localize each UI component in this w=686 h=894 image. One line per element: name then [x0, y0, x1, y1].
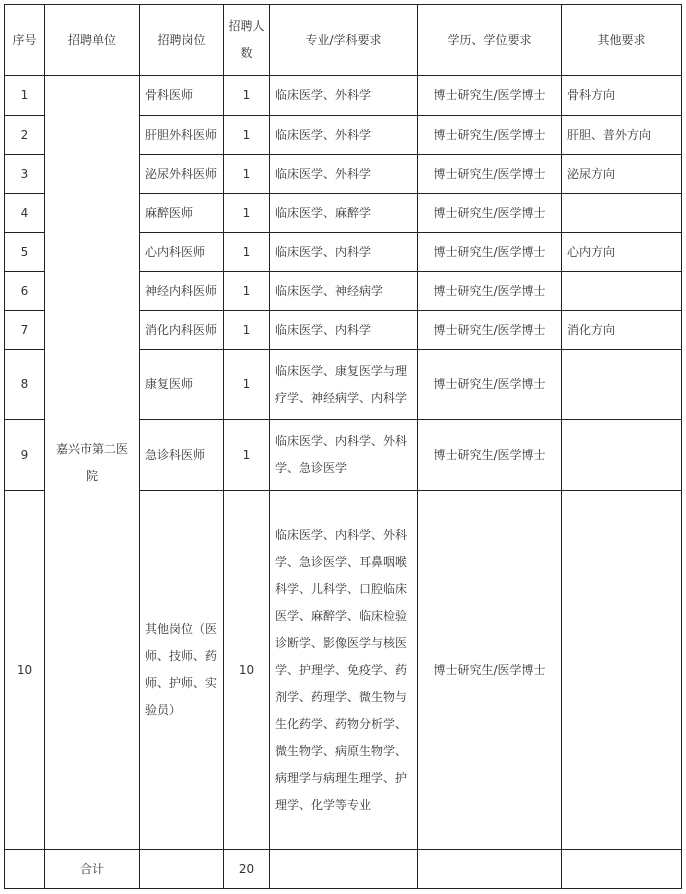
row-degree: 博士研究生/医学博士: [418, 272, 562, 311]
table-row: [5, 76, 682, 116]
row-position: 康复医师: [140, 350, 224, 420]
row-count: 1: [224, 116, 270, 155]
row-other: [562, 491, 682, 850]
row-position: 麻醉医师: [140, 194, 224, 233]
recruiting-unit: 嘉兴市第二医院: [45, 76, 140, 850]
header-seq: 序号: [5, 5, 45, 76]
row-major: 临床医学、神经病学: [270, 272, 418, 311]
header-position: 招聘岗位: [140, 5, 224, 76]
row-degree: 博士研究生/医学博士: [418, 155, 562, 194]
row-position: 心内科医师: [140, 233, 224, 272]
row-degree: 博士研究生/医学博士: [418, 233, 562, 272]
row-count: 1: [224, 350, 270, 420]
total-label: 合计: [45, 850, 140, 889]
row-other: [562, 420, 682, 491]
row-count: 1: [224, 233, 270, 272]
row-degree: 博士研究生/医学博士: [418, 194, 562, 233]
recruitment-table: [4, 4, 682, 889]
row-other: 肝胆、普外方向: [562, 116, 682, 155]
row-other: [562, 350, 682, 420]
total-row: [5, 850, 682, 889]
row-degree: 博士研究生/医学博士: [418, 116, 562, 155]
row-seq: 8: [5, 350, 45, 420]
row-other: [562, 194, 682, 233]
row-position: 肝胆外科医师: [140, 116, 224, 155]
row-position: 泌尿外科医师: [140, 155, 224, 194]
row-degree: 博士研究生/医学博士: [418, 420, 562, 491]
row-major: 临床医学、康复医学与理疗学、神经病学、内科学: [270, 350, 418, 420]
row-count: 1: [224, 155, 270, 194]
row-position: 其他岗位（医师、技师、药师、护师、实验员）: [140, 491, 224, 850]
row-seq: 6: [5, 272, 45, 311]
row-other: 泌尿方向: [562, 155, 682, 194]
row-seq: 10: [5, 491, 45, 850]
row-major: 临床医学、外科学: [270, 76, 418, 116]
row-other: 心内方向: [562, 233, 682, 272]
row-major: 临床医学、内科学: [270, 233, 418, 272]
row-other: 消化方向: [562, 311, 682, 350]
row-count: 1: [224, 194, 270, 233]
header-degree: 学历、学位要求: [418, 5, 562, 76]
header-major: 专业/学科要求: [270, 5, 418, 76]
row-degree: 博士研究生/医学博士: [418, 76, 562, 116]
row-position: 神经内科医师: [140, 272, 224, 311]
total-seq-cell: [5, 850, 45, 889]
row-count: 1: [224, 272, 270, 311]
row-seq: 2: [5, 116, 45, 155]
header-unit: 招聘单位: [45, 5, 140, 76]
row-seq: 4: [5, 194, 45, 233]
row-degree: 博士研究生/医学博士: [418, 350, 562, 420]
total-position-cell: [140, 850, 224, 889]
total-count: 20: [224, 850, 270, 889]
row-count: 10: [224, 491, 270, 850]
row-major: 临床医学、内科学: [270, 311, 418, 350]
row-count: 1: [224, 311, 270, 350]
header-count: 招聘人数: [224, 5, 270, 76]
row-position: 急诊科医师: [140, 420, 224, 491]
row-position: 消化内科医师: [140, 311, 224, 350]
row-seq: 3: [5, 155, 45, 194]
table-header-row: [5, 5, 682, 76]
row-seq: 5: [5, 233, 45, 272]
row-seq: 9: [5, 420, 45, 491]
row-seq: 7: [5, 311, 45, 350]
row-major: 临床医学、外科学: [270, 155, 418, 194]
row-position: 骨科医师: [140, 76, 224, 116]
row-degree: 博士研究生/医学博士: [418, 491, 562, 850]
row-major: 临床医学、外科学: [270, 116, 418, 155]
row-major: 临床医学、内科学、外科学、急诊医学、耳鼻咽喉科学、儿科学、口腔临床医学、麻醉学、临床检验诊断学、影像医学与核医学、护理学、免疫学、药剂学、药理学、微生物与生化药学、药物分析学、微生物学、病原生物学、病理学与病理生理学、护理学、化学等专业: [270, 491, 418, 850]
row-seq: 1: [5, 76, 45, 116]
row-major: 临床医学、麻醉学: [270, 194, 418, 233]
row-other: [562, 272, 682, 311]
row-count: 1: [224, 420, 270, 491]
row-count: 1: [224, 76, 270, 116]
header-other: 其他要求: [562, 5, 682, 76]
total-major-cell: [270, 850, 418, 889]
total-other-cell: [562, 850, 682, 889]
row-other: 骨科方向: [562, 76, 682, 116]
row-degree: 博士研究生/医学博士: [418, 311, 562, 350]
row-major: 临床医学、内科学、外科学、急诊医学: [270, 420, 418, 491]
total-degree-cell: [418, 850, 562, 889]
